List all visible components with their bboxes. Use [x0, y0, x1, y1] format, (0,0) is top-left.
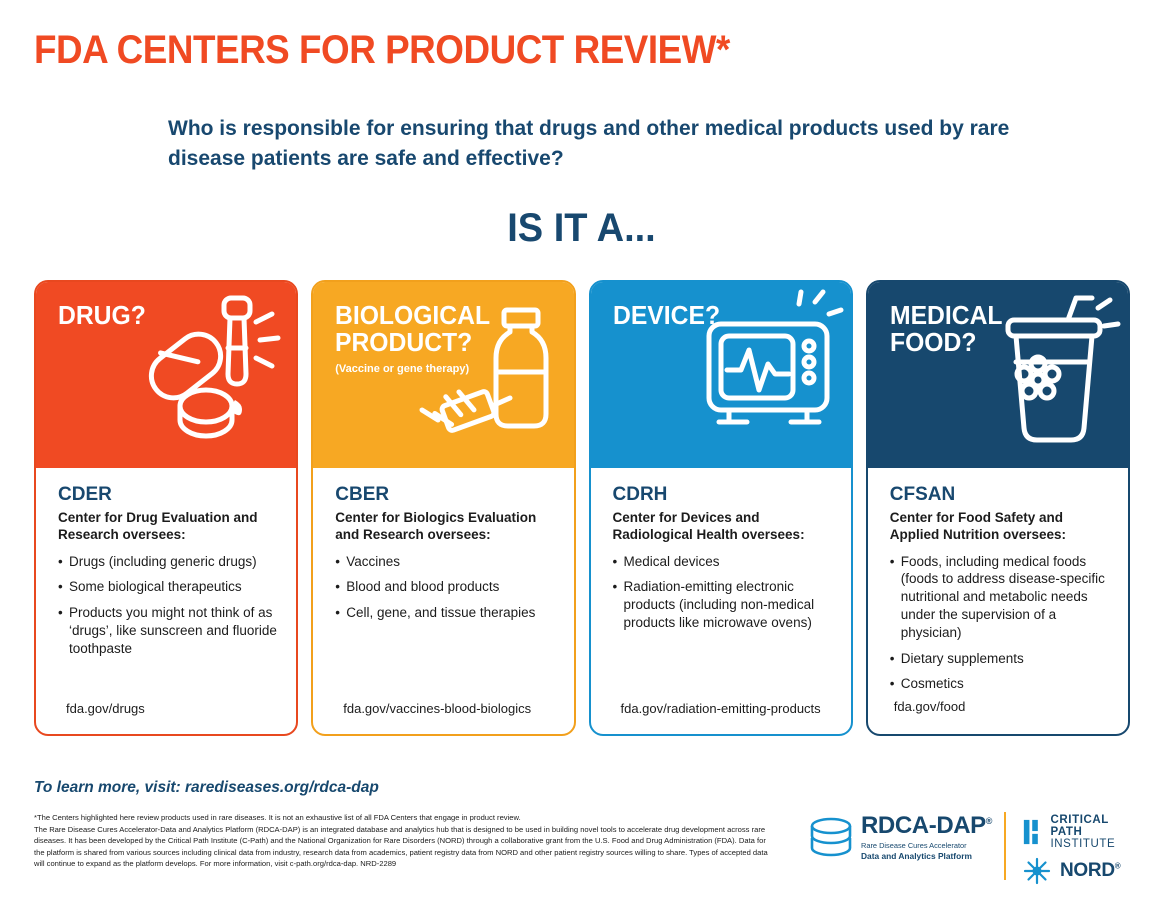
cpath-line-2: INSTITUTE — [1050, 838, 1116, 850]
list-item: • Foods, including medical foods (foods to address disease-specific nutritional and metabolic needs under the supervision of a physician) — [890, 553, 1110, 642]
card-list-cber — [335, 553, 555, 622]
card-question-medical-food: MEDICAL FOOD? — [889, 300, 1002, 358]
list-item: • Blood and blood products — [335, 578, 555, 596]
nord-logo — [1022, 856, 1120, 886]
card-question-device: DEVICE? — [612, 300, 720, 330]
database-icon — [808, 814, 854, 860]
card-url-cder[interactable]: fda.gov/drugs — [66, 701, 145, 717]
card-header-drug — [36, 282, 296, 468]
list-item: • Some biological therapeutics — [58, 578, 278, 596]
card-list-cdrh — [613, 553, 833, 632]
card-question-drug: DRUG? — [58, 300, 146, 330]
card-medical-food — [866, 280, 1130, 736]
card-device — [589, 280, 853, 736]
card-biological-product — [311, 280, 575, 736]
card-acronym-cber: CBER — [335, 484, 390, 505]
list-item: • Radiation-emitting electronic products (including non-medical products like microwave ovens) — [613, 578, 833, 631]
card-body-device — [591, 468, 851, 701]
list-item: • Cosmetics — [890, 675, 1110, 693]
page-title: FDA CENTERS FOR PRODUCT REVIEW* — [34, 28, 730, 72]
card-acronym-cder: CDER — [58, 484, 112, 505]
card-acronym-cdrh: CDRH — [612, 484, 668, 505]
card-list-cfsan — [890, 553, 1110, 694]
card-oversees-cder: Center for Drug Evaluation and Research oversees: — [58, 510, 258, 543]
cards-row — [34, 280, 1130, 736]
card-url-cdrh[interactable]: fda.gov/radiation-emitting-products — [620, 701, 821, 717]
card-oversees-cber: Center for Biologics Evaluation and Research oversees: — [335, 510, 537, 543]
list-item: • Dietary supplements — [890, 650, 1110, 668]
fineprint-line-2: The Rare Disease Cures Accelerator-Data and Analytics Platform (RDCA-DAP) is an integrated database and analytics hub that is designed to be used in building novel tools to accelerate drug development across rare diseases. It has been developed by the Critical Path Institute (C-Path) and the National Organization for Rare Disorders (NORD) through a collaborative grant from the U.S. Food and Drug Administration (FDA). Data for the platform is shared from various sources including clinical data from industry, research data from academics, patient registry data from NORD and other patient registry sources willing to share. Types of accepted data will continue to expand as the platform develops. For more information, visit c-path.org/rdca-dap. NRD-2289 — [34, 824, 768, 869]
card-oversees-cdrh: Center for Devices and Radiological Health oversees: — [612, 510, 805, 543]
fineprint-line-1: *The Centers highlighted here review products used in rare diseases. It is not an exhaustive list of all FDA Centers that engage in product review. — [34, 813, 521, 822]
card-body-medical-food — [868, 468, 1128, 734]
card-acronym-cfsan: CFSAN — [889, 484, 956, 505]
card-question-biological: BIOLOGICAL PRODUCT? — [335, 300, 490, 358]
cpath-line-1: CRITICAL PATH — [1050, 814, 1109, 838]
rdca-dap-name: RDCA-DAP® — [861, 812, 993, 839]
rdca-tagline-1: Rare Disease Cures Accelerator — [861, 841, 967, 850]
logo-divider — [1004, 812, 1006, 880]
list-item: • Products you might not think of as ‘drugs’, like sunscreen and fluoride toothpaste — [58, 604, 278, 657]
card-body-drug — [36, 468, 296, 701]
list-item: • Medical devices — [613, 553, 833, 571]
logo-group — [808, 806, 1138, 890]
card-drug — [34, 280, 298, 736]
rdca-tagline-2: Data and Analytics Platform — [861, 851, 972, 861]
cpath-wordmark — [1050, 814, 1138, 850]
card-oversees-cfsan: Center for Food Safety and Applied Nutrition oversees: — [889, 510, 1067, 543]
list-item: • Drugs (including generic drugs) — [58, 553, 278, 571]
subtitle-question: Who is responsible for ensuring that drugs and other medical products used by rare disease patients are safe and effective? — [168, 117, 1010, 171]
learn-more-link[interactable]: To learn more, visit: rarediseases.org/rdca-dap — [34, 779, 379, 796]
list-item: • Cell, gene, and tissue therapies — [335, 604, 555, 622]
nord-wordmark: NORD® — [1060, 860, 1121, 881]
is-it-a-heading: IS IT A... — [507, 206, 656, 250]
card-body-biological — [313, 468, 573, 701]
critical-path-institute-logo — [1022, 814, 1138, 850]
rdca-dap-wordmark — [861, 814, 992, 861]
card-list-cder — [58, 553, 278, 658]
rdca-dap-logo — [808, 814, 992, 861]
card-header-device — [591, 282, 851, 468]
list-item: • Vaccines — [335, 553, 555, 571]
card-header-medical-food — [868, 282, 1128, 468]
card-url-cber[interactable]: fda.gov/vaccines-blood-biologics — [343, 701, 532, 717]
nord-starburst-icon — [1022, 856, 1052, 886]
cpath-mark-icon — [1022, 817, 1042, 847]
card-url-cfsan[interactable]: fda.gov/food — [893, 699, 966, 715]
card-header-biological — [313, 282, 573, 468]
card-question-sub-biological: (Vaccine or gene therapy) — [335, 362, 470, 375]
fineprint — [34, 812, 774, 870]
